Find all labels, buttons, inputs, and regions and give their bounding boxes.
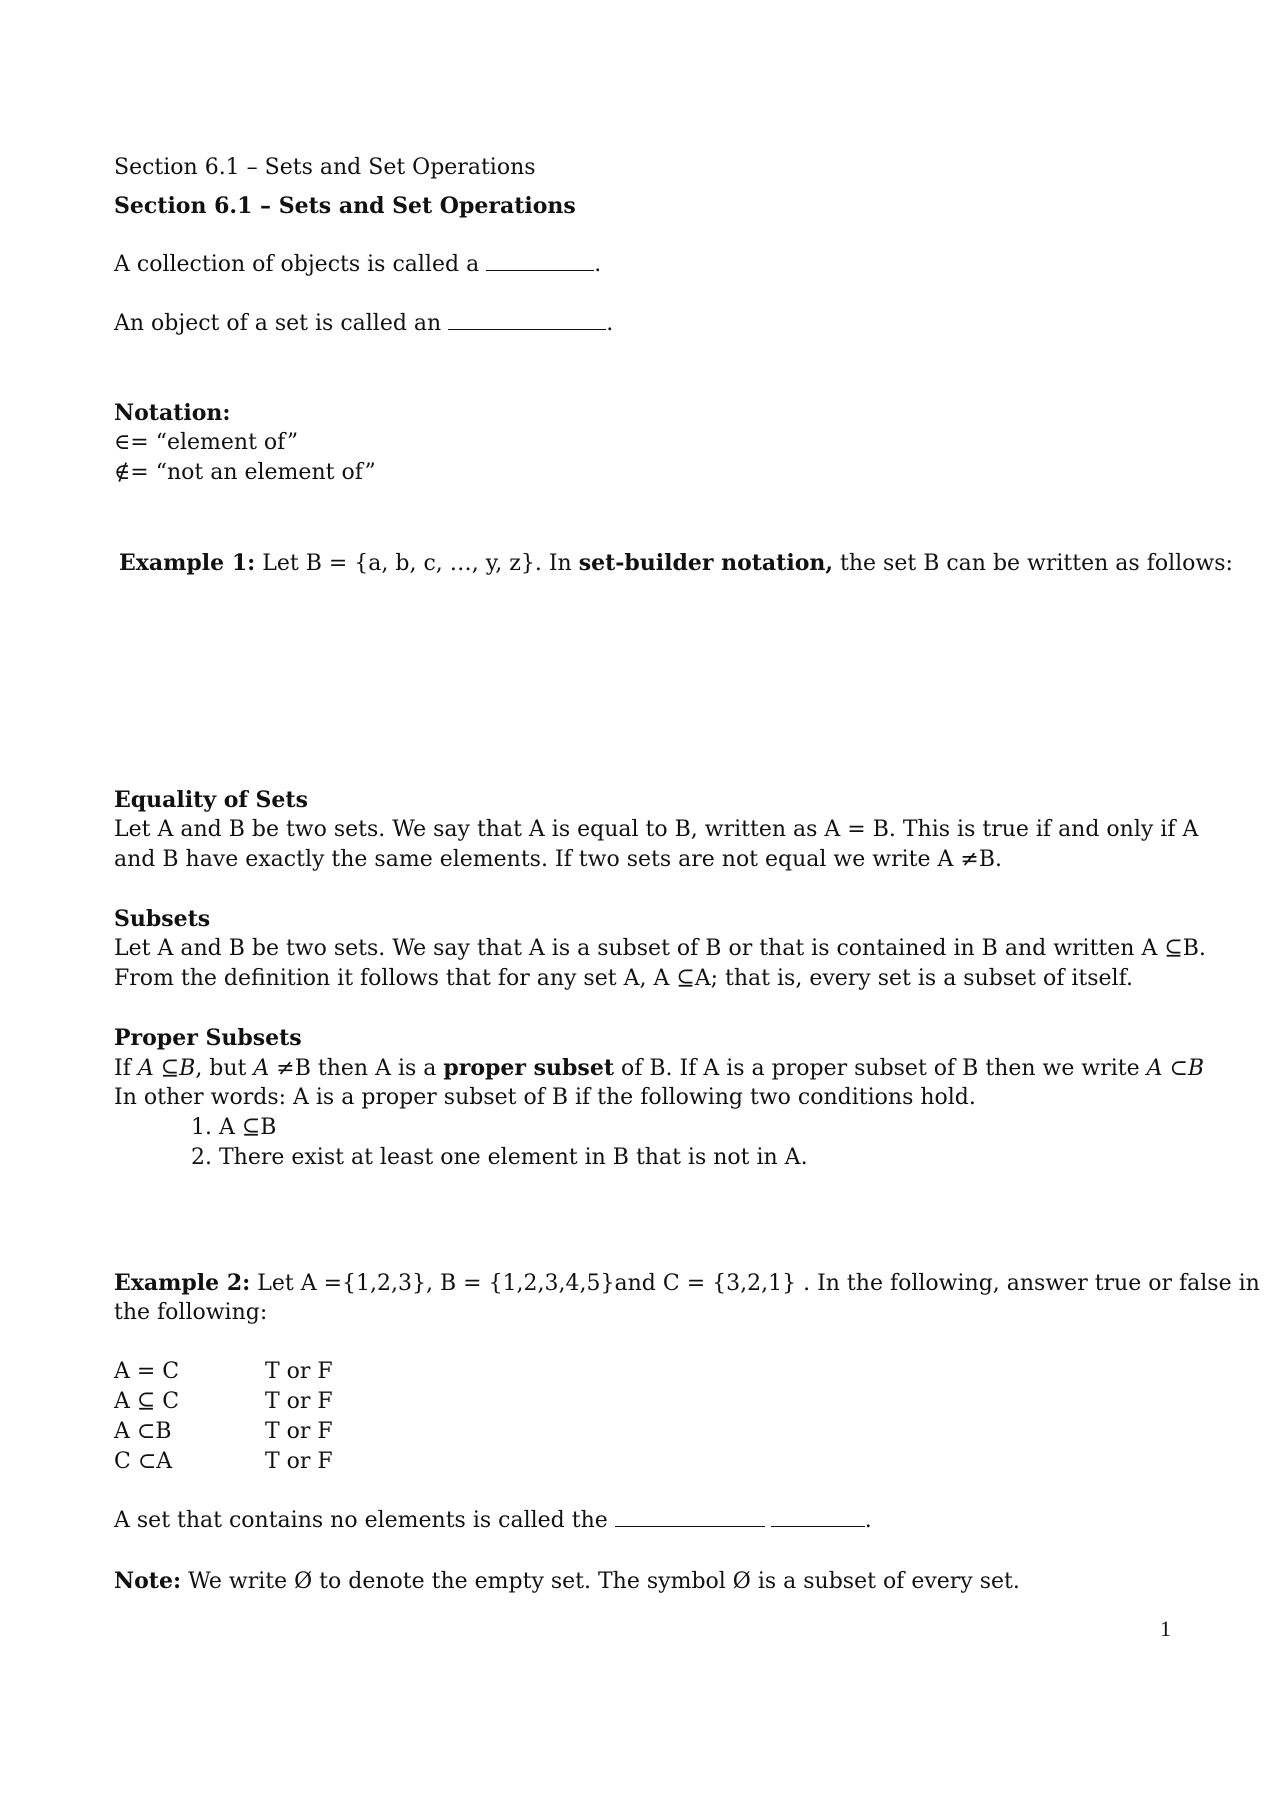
note-line <box>114 1566 1020 1597</box>
example1-text <box>119 548 1233 579</box>
page-number: 1 <box>1160 1616 1171 1641</box>
empty-set-blank-2 <box>771 1506 865 1527</box>
example2-text-a: Let A ={1,2,3}, B = {1,2,3,4,5}and C = {3,2,1} . In the following, answer true or false in <box>250 1271 1260 1296</box>
ps-line1-d: A ≠ <box>253 1056 295 1081</box>
empty-set-fill-in <box>114 1506 872 1536</box>
ps-line1-b: A ⊆B <box>137 1056 196 1081</box>
ps-line1-g: A ⊂B <box>1146 1056 1205 1081</box>
example2-row-answer: T or F <box>265 1359 333 1384</box>
equality-line1: Let A and B be two sets. We say that A is equal to B, written as A = B. This is true if and only if A <box>114 817 1199 842</box>
object-blank <box>448 309 606 330</box>
subsets-heading: Subsets <box>114 906 211 932</box>
example2-row-stmt: A = C <box>114 1359 180 1384</box>
subsets-line2: From the definition it follows that for any set A, A ⊆A; that is, every set is a subset of itself. <box>114 966 1133 991</box>
proper-subsets-cond2: 2. There exist at least one element in B that is not in A. <box>191 1145 808 1170</box>
example1-text-b: the set B can be written as follows: <box>833 551 1233 576</box>
example1-bold-term: set-builder notation, <box>578 550 834 576</box>
collection-prefix: A collection of objects is called a <box>114 252 487 277</box>
ps-line1-a: If <box>114 1056 138 1081</box>
subsets-line1: Let A and B be two sets. We say that A is a subset of B or that is contained in B and written A ⊆B. <box>114 936 1206 961</box>
object-prefix: An object of a set is called an <box>114 311 449 336</box>
section-title-bold: Section 6.1 – Sets and Set Operations <box>114 193 576 219</box>
collection-suffix: . <box>594 252 602 277</box>
notation-heading: Notation: <box>114 400 231 426</box>
ps-line1-c: , but <box>195 1056 254 1081</box>
example2-label: Example 2: <box>114 1270 251 1296</box>
example1-text-a: Let B = {a, b, c, …, y, z}. In <box>255 551 579 576</box>
example1-label: Example 1: <box>119 550 256 576</box>
example2-line1 <box>114 1268 1260 1299</box>
empty-set-blank-1 <box>615 1506 765 1527</box>
ps-line1-bold: proper subset <box>443 1055 614 1081</box>
proper-subsets-cond1: 1. A ⊆B <box>191 1115 277 1140</box>
collection-fill-in <box>114 250 601 280</box>
example2-row-answer: T or F <box>265 1449 333 1474</box>
notation-element-of: ∈= “element of” <box>114 430 299 455</box>
example2-row-stmt: A ⊂B <box>114 1419 172 1444</box>
example2-row-answer: T or F <box>265 1419 333 1444</box>
example2-row-stmt: C ⊂A <box>114 1449 173 1474</box>
notation-not-element-of: ∉= “not an element of” <box>114 460 376 485</box>
object-fill-in <box>114 309 613 339</box>
note-text: We write Ø to denote the empty set. The symbol Ø is a subset of every set. <box>181 1569 1020 1594</box>
empty-set-suffix: . <box>864 1508 872 1533</box>
example2-row-answer: T or F <box>265 1389 333 1414</box>
proper-subsets-line1 <box>114 1053 1204 1084</box>
example2-row-stmt: A ⊆ C <box>114 1389 180 1414</box>
collection-blank <box>486 250 594 271</box>
ps-line1-f: of B. If A is a proper subset of B then we write <box>613 1056 1147 1081</box>
equality-line2: and B have exactly the same elements. If two sets are not equal we write A ≠B. <box>114 847 1002 872</box>
proper-subsets-line2: In other words: A is a proper subset of B if the following two conditions hold. <box>114 1085 976 1110</box>
example2-line2: the following: <box>114 1300 268 1325</box>
object-suffix: . <box>606 311 614 336</box>
proper-subsets-heading: Proper Subsets <box>114 1025 302 1051</box>
section-title-plain: Section 6.1 – Sets and Set Operations <box>114 155 536 180</box>
note-label: Note: <box>114 1568 182 1594</box>
ps-line1-e: B then A is a <box>294 1056 444 1081</box>
empty-set-prefix: A set that contains no elements is called the <box>114 1508 615 1533</box>
equality-heading: Equality of Sets <box>114 787 308 813</box>
